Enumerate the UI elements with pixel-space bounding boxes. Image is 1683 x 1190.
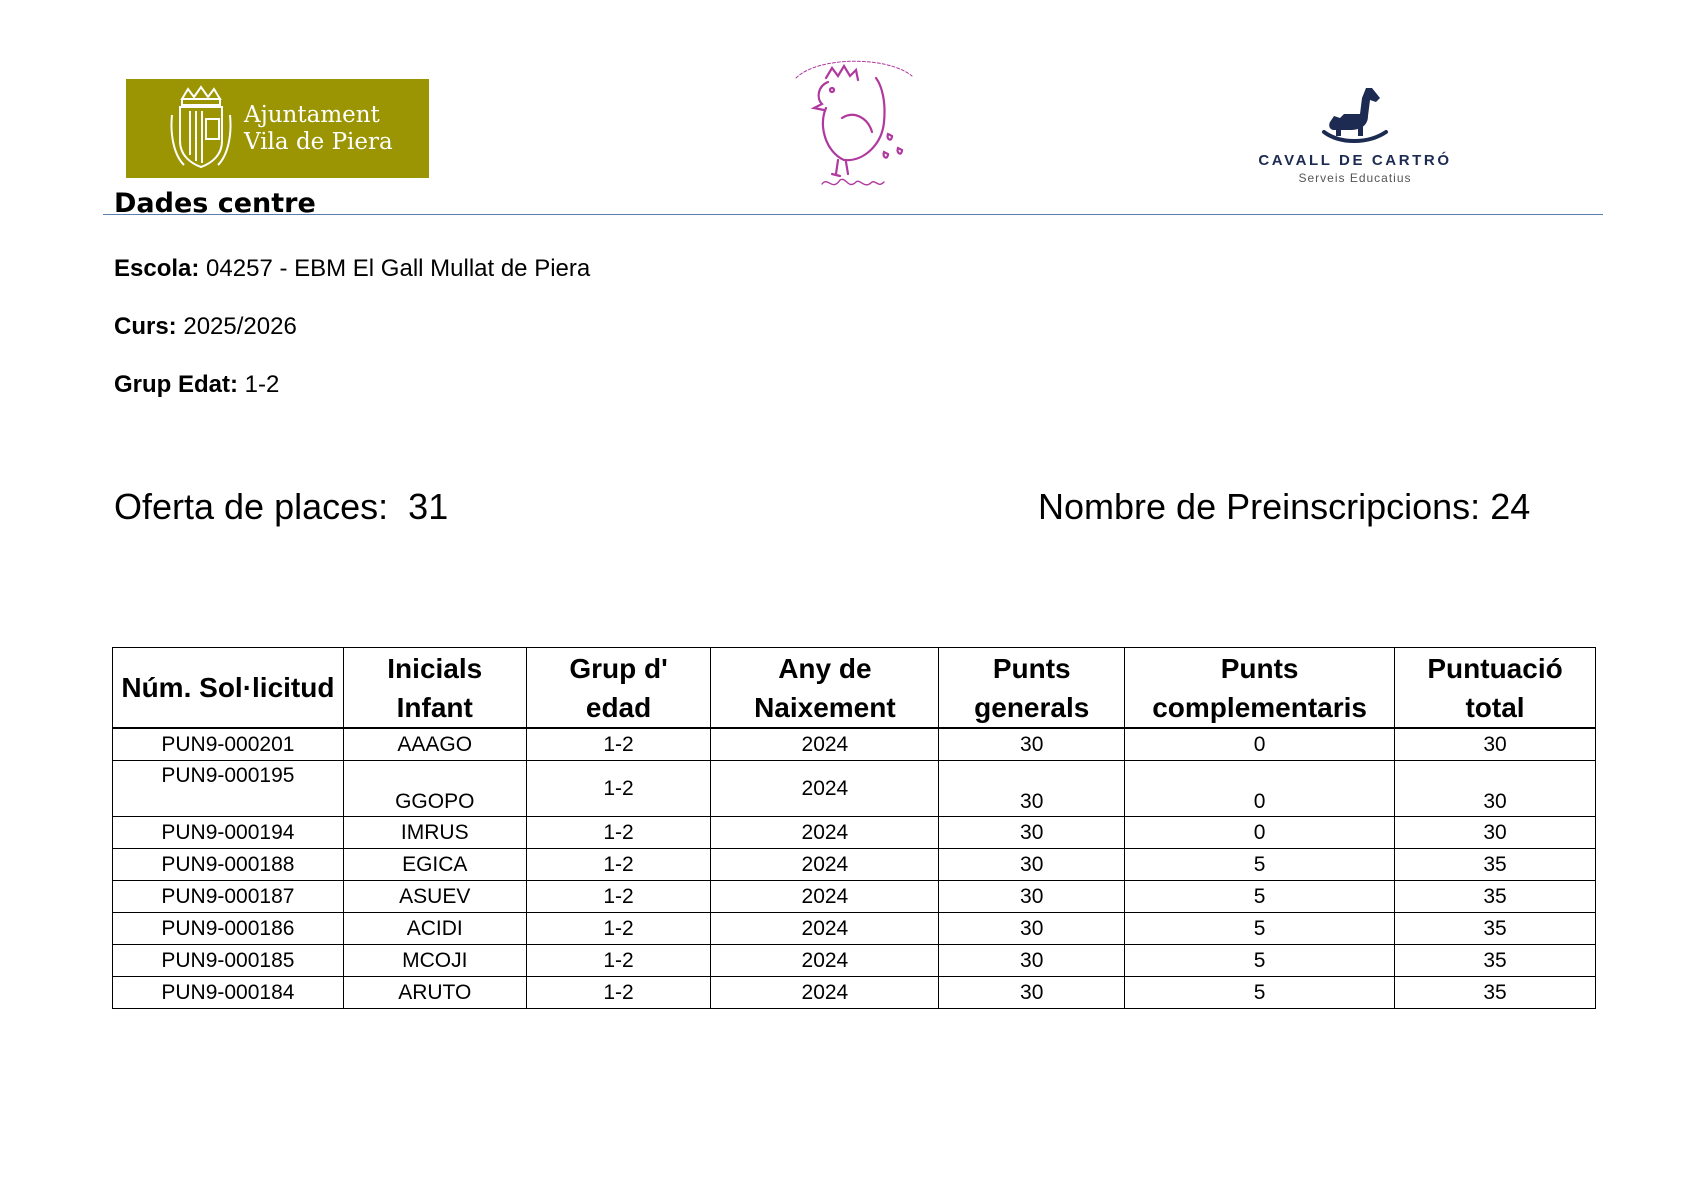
table-row: [113, 881, 1596, 913]
table-cell: 30: [1395, 761, 1596, 817]
table-cell: ASUEV: [343, 881, 526, 913]
table-cell: 2024: [711, 945, 939, 977]
header-divider: [103, 214, 1603, 215]
table-cell: 35: [1395, 945, 1596, 977]
table-cell: AAAGO: [343, 728, 526, 761]
table-cell: 35: [1395, 849, 1596, 881]
table-cell: 1-2: [526, 945, 711, 977]
table-cell: 2024: [711, 817, 939, 849]
table-row: [113, 945, 1596, 977]
column-header: [1395, 648, 1596, 729]
grup-value: 1-2: [244, 371, 280, 398]
oferta-value: 31: [408, 486, 449, 527]
column-header-line: generals: [974, 691, 1090, 723]
table-cell: ARUTO: [343, 977, 526, 1009]
table-cell: 30: [939, 849, 1125, 881]
column-header: [939, 648, 1125, 729]
curs-value: 2025/2026: [183, 313, 297, 340]
cavall-de-cartro-logo: [1255, 86, 1455, 190]
table-cell: PUN9-000195: [113, 761, 344, 817]
table-cell: MCOJI: [343, 945, 526, 977]
info-curs: [114, 313, 297, 341]
escola-value: 04257 - EBM El Gall Mullat de Piera: [206, 255, 591, 282]
table-row: [113, 817, 1596, 849]
cavall-subtitle: Serveis Educatius: [1298, 171, 1412, 185]
escola-label: Escola:: [114, 255, 200, 282]
gall-mullat-logo: [788, 52, 918, 198]
table-cell: 30: [939, 728, 1125, 761]
column-header-line: Inicials: [387, 652, 483, 684]
column-header-line: Naixement: [754, 691, 896, 723]
nombre-preinscripcions: [1038, 486, 1530, 528]
grup-label: Grup Edat:: [114, 371, 238, 398]
preins-label: Nombre de Preinscripcions:: [1038, 486, 1481, 527]
table-cell: 2024: [711, 913, 939, 945]
table-cell: 2024: [711, 761, 939, 817]
column-header-line: total: [1465, 691, 1525, 723]
table-cell: 2024: [711, 881, 939, 913]
column-header-line: Grup d': [569, 652, 668, 684]
table-cell: PUN9-000194: [113, 817, 344, 849]
table-cell: PUN9-000186: [113, 913, 344, 945]
table-cell: 0: [1125, 728, 1395, 761]
column-header-line: Punts: [1220, 652, 1299, 684]
table-row: [113, 913, 1596, 945]
table-cell: 30: [939, 817, 1125, 849]
column-header-line: edad: [585, 691, 652, 723]
table-cell: EGICA: [343, 849, 526, 881]
table-cell: 35: [1395, 881, 1596, 913]
table-cell: PUN9-000187: [113, 881, 344, 913]
column-header: [1125, 648, 1395, 729]
table-cell: 5: [1125, 977, 1395, 1009]
table-cell: 30: [939, 977, 1125, 1009]
preins-value: 24: [1490, 486, 1531, 527]
column-header: [343, 648, 526, 729]
info-escola: [114, 255, 590, 283]
table-cell: 35: [1395, 977, 1596, 1009]
table-cell: 5: [1125, 849, 1395, 881]
table-cell: 2024: [711, 849, 939, 881]
column-header-line: Núm. Sol·licitud: [121, 672, 335, 703]
table-cell: 0: [1125, 817, 1395, 849]
table-cell: 2024: [711, 728, 939, 761]
table-cell: 5: [1125, 945, 1395, 977]
cavall-name: CAVALL DE CARTRÓ: [1258, 152, 1452, 169]
ajuntament-line1: Ajuntament: [244, 101, 380, 128]
table-cell: 30: [1395, 817, 1596, 849]
table-row: [113, 728, 1596, 761]
table-cell: IMRUS: [343, 817, 526, 849]
column-header-line: Punts: [992, 652, 1071, 684]
table-cell: 35: [1395, 913, 1596, 945]
table-cell: 1-2: [526, 881, 711, 913]
table-cell: PUN9-000201: [113, 728, 344, 761]
table-cell: 30: [1395, 728, 1596, 761]
column-header-line: Infant: [396, 691, 473, 723]
table-row: [113, 977, 1596, 1009]
table-cell: 30: [939, 761, 1125, 817]
table-header-row: [113, 648, 1596, 729]
table-row: [113, 761, 1596, 817]
column-header-line: Puntuació: [1427, 652, 1563, 684]
table-cell: PUN9-000188: [113, 849, 344, 881]
ajuntament-line2: Vila de Piera: [244, 128, 393, 155]
table-cell: 5: [1125, 881, 1395, 913]
rocking-horse-icon: [1320, 86, 1390, 146]
column-header-line: Any de: [778, 652, 872, 684]
table-cell: 1-2: [526, 913, 711, 945]
solicituds-table: [112, 647, 1596, 1009]
curs-label: Curs:: [114, 313, 177, 340]
table-cell: 2024: [711, 977, 939, 1009]
column-header: [526, 648, 711, 729]
coat-of-arms-icon: [168, 85, 234, 173]
oferta-places: [114, 486, 448, 528]
table-cell: 5: [1125, 913, 1395, 945]
table-cell: 1-2: [526, 728, 711, 761]
table-cell: 1-2: [526, 849, 711, 881]
column-header: [711, 648, 939, 729]
section-title: Dades centre: [114, 188, 316, 219]
table-cell: PUN9-000184: [113, 977, 344, 1009]
table-cell: GGOPO: [343, 761, 526, 817]
column-header-line: complementaris: [1152, 691, 1367, 723]
table-cell: 1-2: [526, 817, 711, 849]
table-row: [113, 849, 1596, 881]
column-header: [113, 648, 344, 729]
table-cell: 1-2: [526, 977, 711, 1009]
table-cell: ACIDI: [343, 913, 526, 945]
info-grup-edat: [114, 371, 279, 399]
table-cell: 30: [939, 881, 1125, 913]
table-cell: 0: [1125, 761, 1395, 817]
ajuntament-logo: [126, 79, 429, 178]
oferta-label: Oferta de places:: [114, 486, 389, 527]
table-cell: 30: [939, 913, 1125, 945]
table-cell: 1-2: [526, 761, 711, 817]
table-cell: PUN9-000185: [113, 945, 344, 977]
table-cell: 30: [939, 945, 1125, 977]
table-body: [113, 728, 1596, 1009]
